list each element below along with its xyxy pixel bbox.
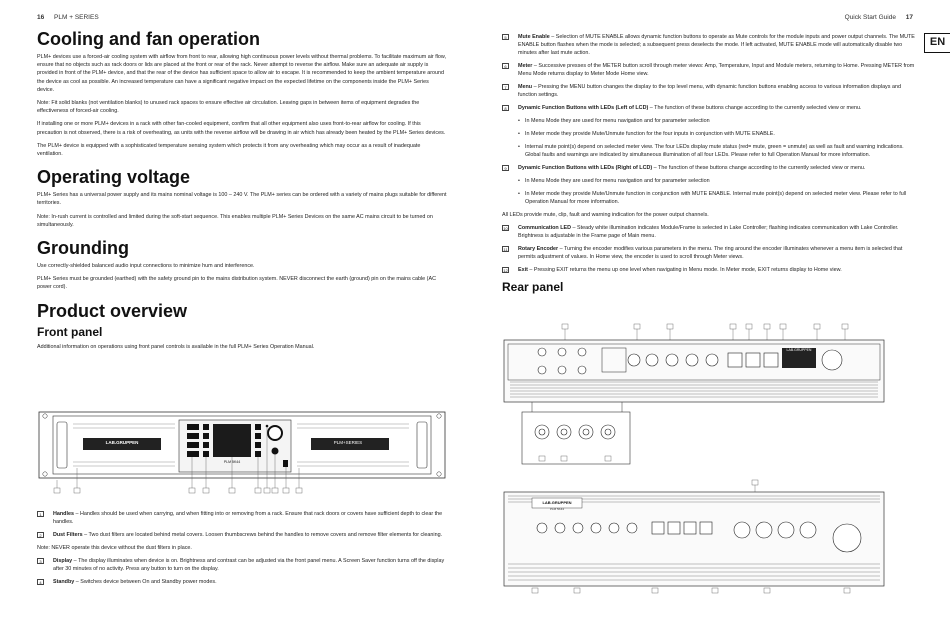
callout-number: 1 [37, 511, 44, 517]
list-item [502, 164, 917, 172]
left-page-number: 16 [37, 14, 45, 21]
rear-panel-diagram-top [502, 320, 917, 470]
rear-logo-bottom: LAB.GRUPPEN [542, 500, 572, 505]
list-item [37, 557, 447, 573]
list-item [502, 266, 917, 274]
list-item [502, 224, 917, 240]
item-text: – The function of these buttons change according to the currently selected view or menu. [652, 165, 866, 171]
right-page [475, 0, 950, 644]
bullet-item: • In Menu Mode they are used for menu navigation and for parameter selection [518, 117, 917, 125]
callout-number: 12 [503, 268, 508, 273]
item-text: – The display illuminates when device is on. Brightness and contrast can be adjusted via the front panel menu. A Screen Saver function turns off the display after 30 minutes of no activity. Press any button to turn on the display. [53, 558, 445, 572]
voltage-title: Operating voltage [37, 167, 191, 188]
cooling-p1: PLM+ devices use a forced-air cooling system with airflow from front to rear, allowing high continuous power levels without thermal problems. To facilitate maximum air flow, ensure that no objects such as rack doors or lids are placed at the front or rear of the rack. Never attempt to reverse the airflow. Make sure an adequate air supply is provided in front of the PLM+ device, and that the rear of the device has sufficient space to allow air to escape. It is recommended to keep the ambient temperature around the device as cool as possible. An increased temperature can have a significant negative impact on the expected lifetime on the components inside the PLM+ Series device. [37, 54, 447, 93]
item-label: Dynamic Function Buttons with LEDs (Right of LCD) [518, 165, 653, 171]
voltage-p1: PLM+ Series has a universal power supply and its mains nominal voltage is 100 – 240 V. The PLM+ series can be ordered with a variety of mains plugs suitable for different territories. [37, 192, 447, 207]
front-panel-title: Front panel [37, 324, 103, 339]
bullet-item: • In Meter mode they provide Mute/Unmute function for the four inputs in conjunction with MUTE ENABLE. [518, 130, 917, 138]
list-item [502, 245, 917, 261]
callout-number: 10 [503, 226, 508, 231]
item-label: Menu [518, 84, 533, 90]
item-text: – Successive presses of the METER button scroll through meter views: Amp, Temperature, Input and Module meters, returning to Home. Pressing METER from Menu Mode returns display to Meter Mode Home view. [518, 63, 915, 77]
item-label: Dust Filters [53, 532, 83, 538]
callout-number: 3 [37, 558, 44, 564]
item-label: Mute Enable [518, 34, 550, 40]
front-model: PLM 5K44 [223, 460, 241, 464]
bullet-item: • In Meter mode they provide Mute/Unmute function in conjunction with MUTE ENABLE. Internal mute point(s) depend on selected meter view. Please refer to full Operation Manual for more information. [518, 190, 917, 206]
cooling-p4: The PLM+ device is equipped with a sophisticated temperature sensing system which protects it from any overheating which may occur as a result of inadequate ventilation. [37, 142, 421, 158]
callout-number: 11 [503, 247, 508, 252]
left-column [37, 28, 447, 356]
all-leds-note: All LEDs provide mute, clip, fault and warning indication for the power output channels. [502, 212, 709, 218]
item-text: – Switches device between On and Standby power modes. [74, 579, 217, 585]
rear-panel-diagram-bottom [502, 478, 917, 598]
overview-title: Product overview [37, 300, 188, 321]
right-page-header [845, 14, 913, 21]
item-text: – Handles should be used when carrying, and when fitting into or removing from a rack. Ensure that rack doors or covers have sufficient depth to clear the handles. [53, 511, 443, 525]
bullet-item: • Internal mute point(s) depend on selected meter view. The four LEDs display mute status (red= mute, green = unmute) as well as fault and warning indications. Global faults and warnings are indicated by simultaneous illumination of all four LEDs. Please refer to full Operation Manual for more information. [518, 143, 917, 159]
list-item [37, 531, 447, 539]
voltage-p2: Note: In-rush current is controlled and limited during the soft-start sequence. This enables multiple PLM+ Series Devices on the same AC mains circuit to be turned on simultaneously. [37, 213, 433, 228]
cooling-title: Cooling and fan operation [37, 29, 260, 49]
item-text: – Selection of MUTE ENABLE allows dynamic function buttons to operate as Mute controls for the module inputs and power output channels. The MUTE ENABLE button flashes when the mode is selected; a subsequent press deselects the mode. If left activated, MUTE ENABLE mode will automatically disable two minutes after last mute action. [518, 34, 915, 56]
callout-number: 5 [502, 34, 509, 40]
item-label: Display [53, 558, 73, 564]
callout-number: 4 [37, 579, 44, 585]
front-panel-items [37, 510, 447, 591]
list-item [502, 62, 917, 78]
list-item [502, 33, 917, 57]
right-running-header: Quick Start Guide [844, 14, 896, 21]
callout-number: 8 [502, 105, 509, 111]
item-text: – Pressing the MENU button changes the display to the top level menu, with dynamic function buttons enabling access to various information displays and function settings. [518, 84, 901, 98]
callout-number: 6 [502, 63, 509, 69]
item-label: Meter [518, 63, 533, 69]
item-text: – Turning the encoder modifies various parameters in the menu. The ring around the encoder illuminates whenever a menu item is selected that permits adjustment of values. In Home view, the encoder is used to scroll through Meter views. [518, 246, 903, 260]
left-running-header: PLM + SERIES [54, 14, 99, 21]
list-item [37, 578, 447, 586]
cooling-p2: Note: Fit solid blanks (not ventilation blanks) to unused rack spaces to ensure effective air circulation. Leaving gaps in between items of equipment degrades the effectiveness of forced-air cooling. [37, 100, 420, 115]
dust-filter-note: Note: NEVER operate this device without the dust filters in place. [37, 545, 192, 551]
callout-number: 2 [37, 532, 44, 538]
grounding-p2: PLM+ Series must be grounded (earthed) with the safety ground pin to the mains distribution system. NEVER disconnect the earth (ground) pin on the mains cable (AC power cord). [37, 276, 436, 291]
rear-logo-top: LAB.GRUPPEN [786, 348, 812, 352]
language-tab: EN [924, 33, 950, 53]
front-panel-diagram [37, 402, 447, 502]
rear-panel-title: Rear panel [502, 280, 564, 294]
item-label: Exit [518, 267, 528, 273]
item-text: – Two dust filters are located behind metal covers. Loosen thumbscrews behind the handles to remove covers and remove filter elements for cleaning. [82, 532, 443, 538]
bullet-item: • In Menu Mode they are used for menu navigation and for parameter selection [518, 177, 917, 185]
front-badge: PLM+SERIES [333, 440, 363, 445]
rear-model-bottom: PLM 5K44 [549, 507, 564, 511]
callout-number: 9 [502, 165, 509, 171]
item-text: – Pressing EXIT returns the menu up one level when navigating in Menu mode. In Meter mode, EXIT returns display to Home view. [527, 267, 842, 273]
callout-number: 7 [502, 84, 509, 90]
list-item [502, 104, 917, 112]
left-page-header [37, 14, 99, 21]
item-label: Standby [53, 579, 75, 585]
front-logo: LAB.GRUPPEN [105, 440, 139, 445]
item-label: Rotary Encoder [518, 246, 559, 252]
front-panel-intro: Additional information on operations using front panel controls is available in the full PLM+ Series Operation Manual. [37, 343, 315, 350]
list-item [37, 510, 447, 526]
list-item [502, 83, 917, 99]
right-page-number: 17 [905, 14, 913, 21]
grounding-title: Grounding [37, 238, 129, 259]
grounding-p1: Use correctly-shielded balanced audio input connections to minimize hum and interference. [37, 263, 255, 270]
item-text: – The function of these buttons change according to the currently selected view or menu. [648, 105, 862, 111]
cooling-p3: If installing one or more PLM+ devices in a rack with other fan-cooled equipment, confirm that all other equipment also uses front-to-rear airflow for cooling. If this precaution is not observed, there is a risk of overheating, as units with the reverse airflow will be drawing in air which has already been heated by the PLM+ Series devices. [37, 121, 446, 136]
right-column [502, 33, 917, 298]
item-text: – Steady white illumination indicates Module/Frame is selected in Lake Controller; flashing indicates communication with Lake Controller. Brightness is adjustable in the Frame page of Main menu. [518, 225, 899, 239]
item-label: Dynamic Function Buttons with LEDs (Left of LCD) [518, 105, 649, 111]
item-label: Communication LED [518, 225, 572, 231]
item-label: Handles [53, 511, 74, 517]
